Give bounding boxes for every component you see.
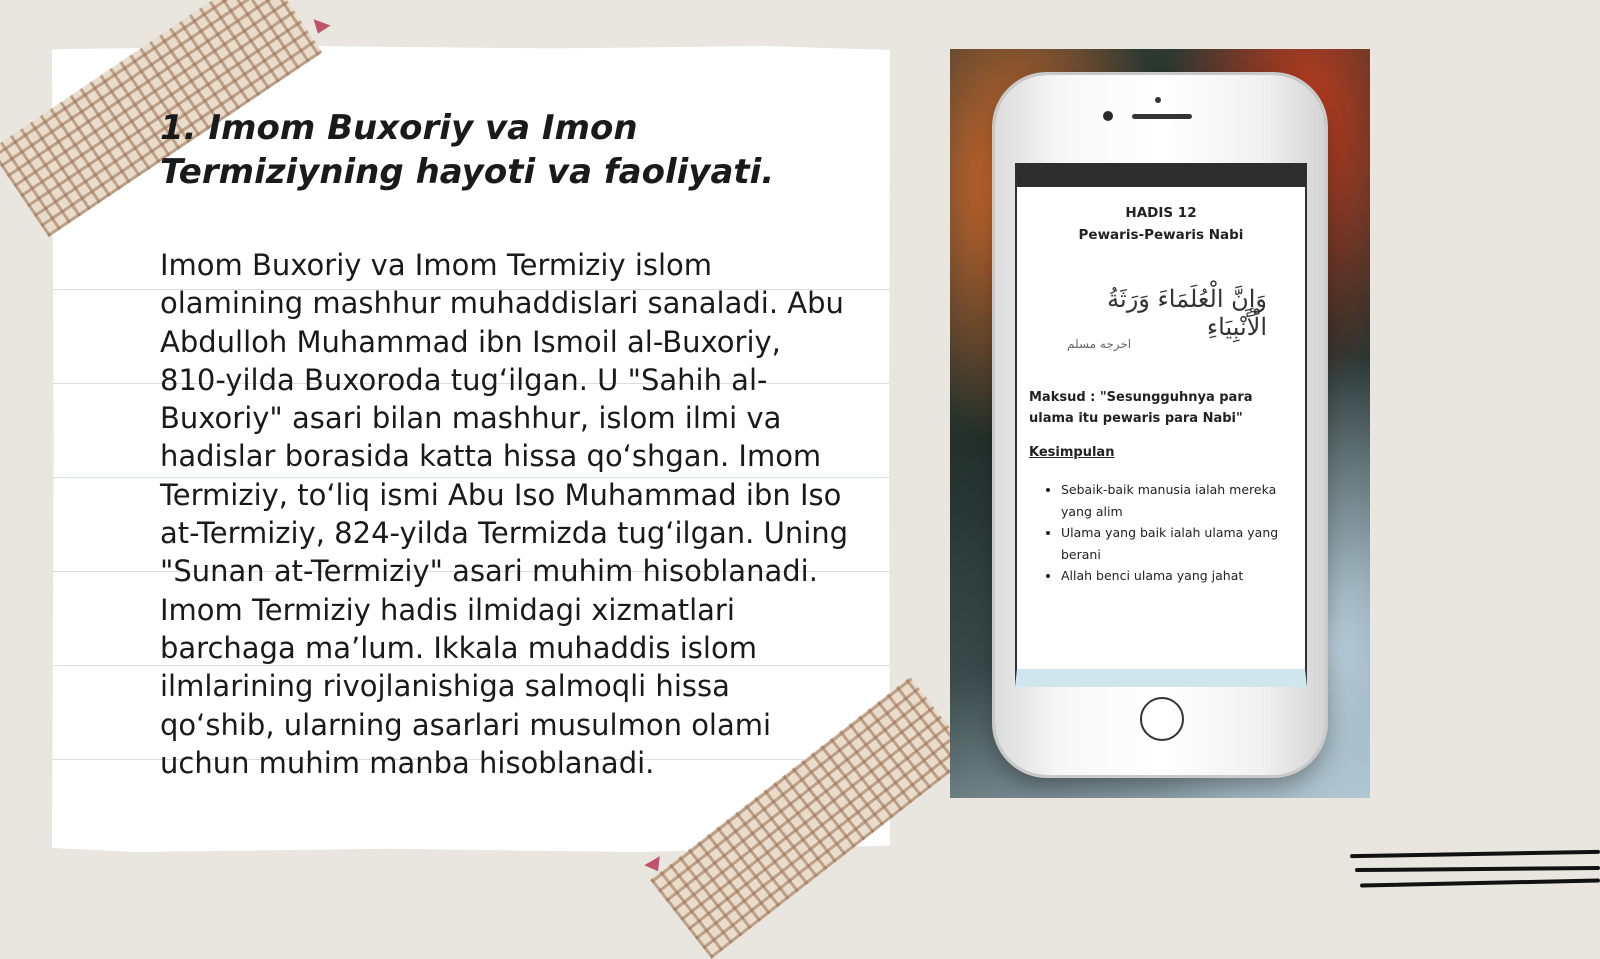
arabic-text: وَإِنَّ الْعُلَمَاءَ وَرَثَةُ الْأَنْبِيَاءِ bbox=[1107, 285, 1267, 341]
hadis-heading: HADIS 12 bbox=[1125, 205, 1197, 221]
scribble-line bbox=[1355, 866, 1600, 872]
hadis-subheading: Pewaris-Pewaris Nabi bbox=[1078, 227, 1244, 243]
conclusion-list bbox=[1047, 479, 1301, 587]
phone-speaker bbox=[1132, 114, 1192, 119]
conclusion-label: Kesimpulan bbox=[1029, 445, 1115, 460]
arabic-source: اخرجه مسلم bbox=[1067, 337, 1132, 351]
phone-screen bbox=[1015, 163, 1307, 687]
slide-body-text: Imom Buxoriy va Imom Termiziy islom olamining mashhur muhaddislari sanaladi. Abu Abdulloh Muhammad ibn Ismoil al-Buxoriy, 810-yilda Buxoroda tug‘ilgan. U "Sahih al-Buxoriy" asari bilan mashhur, islom ilmi va hadislar borasida katta hissa qo‘shgan. Imom Termiziy, to‘liq ismi Abu Iso Muhammad ibn Iso at-Termiziy, 824-yilda Termizda tug‘ilgan. Uning "Sunan at-Termiziy" asari muhim hisoblanadi. Imom Termiziy hadis ilmidagi xizmatlari barchaga ma’lum. Ikkala muhaddis islom ilmlarining rivojlanishiga salmoqli hissa qo‘shib, ularning asarlari musulmon olami uchun muhim manba hisoblanadi. bbox=[160, 248, 849, 780]
list-item: • Ulama yang baik ialah ulama yang berani bbox=[1061, 522, 1301, 565]
slide-title: 1. Imom Buxoriy va Imon Termiziyning hayoti va faoliyati. bbox=[160, 108, 775, 192]
smartphone bbox=[995, 75, 1325, 775]
list-item: • Allah benci ulama yang jahat bbox=[1061, 565, 1301, 587]
scribble-line bbox=[1350, 850, 1600, 858]
phone-sensor bbox=[1155, 97, 1161, 103]
hadis-meaning: Maksud : "Sesungguhnya para ulama itu pewaris para Nabi" bbox=[1029, 390, 1253, 426]
home-button bbox=[1140, 697, 1184, 741]
phone-photo bbox=[950, 49, 1370, 798]
scribble-line bbox=[1360, 878, 1600, 887]
pin-icon bbox=[309, 19, 330, 36]
list-item: • Sebaik-baik manusia ialah mereka yang alim bbox=[1061, 479, 1301, 522]
camera-icon bbox=[1103, 111, 1113, 121]
